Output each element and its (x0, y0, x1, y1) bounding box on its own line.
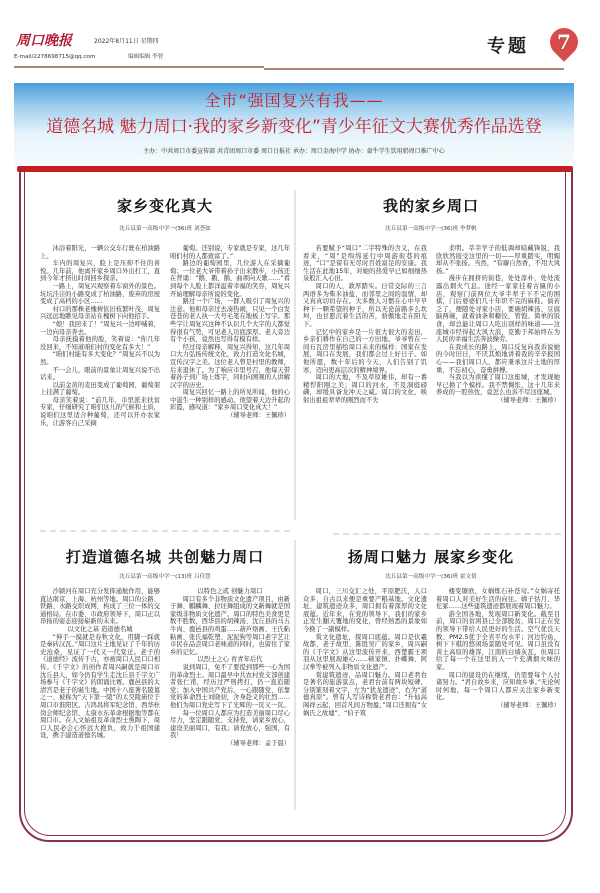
article-column-2 (170, 588, 290, 747)
section-label: 专题 (487, 36, 529, 57)
masthead-rule-right (264, 68, 564, 70)
article-subheading: 以特色之贰 创魅力周口 (197, 588, 263, 595)
article-column-1 (303, 588, 427, 717)
tutor-credit: （辅导老师：王佩珍） (497, 701, 560, 709)
banner-headline-line2: 道德名城 魅力周口·我的家乡新变化”青少年征文大赛优秀作品选登 (46, 117, 542, 137)
article-paragraph: 路边的葡萄园里，几位游人在采摘葡萄；一位老大爷带着孙子出来散步，小孩还在背诵：“鹅、鹅、鹅，曲项向天歌……”看到每个人脸上都洋溢着幸福的笑容，周复兴开始理解母亲所说的变化。 (170, 260, 290, 298)
article-column-1 (40, 588, 160, 740)
banner-headline-line1: 全市“强国复兴有我—— (204, 91, 384, 110)
tutor-credit: （辅导老师：孟于晨） (227, 739, 290, 747)
article-title: 家乡变化真大 (116, 197, 213, 215)
article-paragraph: 以前金黄的麦田变成了葡萄园，葡萄架上挂满了葡萄。 (40, 381, 160, 397)
article-paragraph: 路过一个广场，一群人吸引了周复兴的注意。他和母亲过去凑热闹，只见一个白发苍苍的老人执一大号毛笔在地板上写字。那些字让周复兴这种不认识几个大字的人都觉得很有气势，可见老人功底深厚。老人旁边有个小孩，竟然也写得有模有样。 (170, 298, 290, 344)
article-paragraph: “娘！我回来了！”周复兴一边呼喊着，一边向母亲奔去。 (40, 320, 160, 336)
page-number: 7 (557, 30, 571, 54)
article-column-1 (40, 245, 160, 427)
article-paragraph: 一路上，周复兴观察着车窗外的景色。坑坑洼洼的小路变成了柏油路，废弃的房屋变成了高档的小区…… (40, 282, 160, 306)
article-paragraph: 周复兴回忆一路上的所见所闻，他的心中滋生一种别样的感动。他望着天边升起的彩霞，感叹道：“家乡周口变化真大！” (170, 389, 290, 412)
article-paragraph: 葡萄。还别说，专家就是专家，这几年咱们村的人都致富了。” (170, 245, 290, 260)
article-paragraph: 沙颍河在周口充分发挥通航作用，能够直达南京、上海、杭州等地。周口的公路、铁路、水路交织成网，构成了三位一体的交通格局。在市委、市政府领导下，周口正以昂扬的姿态迎接崭新的未来。 (40, 588, 160, 626)
article-paragraph: “咱们村能有多大变化？”周复兴不以为然。 (40, 351, 160, 366)
article-paragraph: 母亲抚摸着他的脸，笑着说：“你几年没回来，不知道咱们村的变化有多大！” (40, 336, 160, 351)
article-title: 扬周口魅力 展家乡变化 (347, 548, 515, 566)
article-column-2 (436, 245, 560, 404)
article-paragraph: 不一会儿，眼前的景象让周复兴说不出话来。 (40, 366, 160, 382)
contact-email: E-mail/2278698715@qq.com (14, 54, 96, 60)
article-byline: 沈丘县第一高级中学一(36)班 李梦帆 (385, 226, 477, 232)
article-paragraph: “伸手一摸就是春秋文化，用脚一踩就是秦砖汉瓦。”周口这片土地见证了千年的历史沧桑，见证了一代又一代变迁。老子的《道德经》流传千古，亦被周口人民口口相传。《千字文》的创作者周兴嗣就是周口市沈丘县人，如今仍有学生走沈丘县千字文广场参与《千字文》的朗诵比赛。鹿邑县的太清宫是老子的诞生地。中国十八座著名陵墓之一、被称为“天下第一陵”的太昊陵庙位于周口市淮阳区。吉鸿昌将军纪念馆、西华杜岗会师纪念馆、太康水东革命根据地等都在周口市。在人文始祖及革命烈士熏陶下，周口人民必会心怀远大抱负，致力于祖国建设，携手建造道德名城。 (40, 633, 160, 740)
article-paragraph: 若要赋予“周口”二字特殊的含义，在我看来，“周”是绵绵延行中周游街巷的痕迹，“口”是留有无尽时百姓富足的安康。我生活在此地15年，对她的热爱早已如细细热泉般汇入心田。 (303, 245, 427, 283)
issue-date: 2022年8月11日 星期四 (94, 38, 159, 45)
tutor-credit: （辅导老师：王佩珍） (497, 396, 560, 404)
article-paragraph: 车内的周复兴，脸上是压抑不住的喜悦。几年前，他离开家乡周口外出打工，直到今年才挤出时间回乡探亲。 (40, 260, 160, 283)
article-paragraph: 经过母亲解释，周复兴得知，这几年周口大力弘扬传统文化，致力打造文化名城，宣传汉字之美。这位老人曾是村里的教师，后来退休了。为了响应市里号召，他每天带着孙子到广场上练字，同时向围观的人讲解汉字的历史。 (170, 343, 290, 389)
masthead (0, 0, 600, 70)
article-paragraph: 周口有多个非物质文化遗产项目，由新子舞、麒麟舞、拉坯舞组成的文新舞就是国家级非物质文化遗产。周口的特色美食更是数不胜数，西华县的胡辣汤、沈丘县的马五牛肉、鹿邑县的鸡蛋……葫芦烙画、王氏粘粘画、张氏福乾塑、泥泥狗等周口老字艺让市民在品尝周口老味道的同时，也留住了家乡的记忆。 (170, 595, 290, 656)
article-column-2 (436, 588, 560, 710)
article-paragraph: 漫步在拥挤的街巷，处处淳朴，处处流露出烟火气息。途经一家家挂着古匾的小店，观察门前两位大爷半辈子下不完的围棋，门后婆婆们几十年织不完的麻鞋。倘若乏了，便随处寻家小店，要碗胡辣汤、豆腐脑两碗，就着油条和糖饺，管饱。简单的饭食，却总能让周口人吃出别样的味道——这座城市经得起大风大浪，克勤于邦始终在为人民的幸福生活奔波操劳。 (436, 275, 560, 344)
article-paragraph: 周口，三川交汇之处，平原肥沃，人口众多，自古以来便是重要产粮基地。文化遗址、建筑遗迹众多，周口拥有着深厚的文化底蕴。近年来，在党的领导下，我们的家乡正发生翻天覆地的变化，曾经熟悉的景象如今换了一副模样。 (303, 588, 427, 633)
article-byline: 沈丘县第一高级中学一(13)班 吕佳慧 (119, 574, 211, 580)
article-byline: 沈丘县第一高级中学一(36)班 霍文倩 (385, 574, 477, 580)
newspaper-logo: 周口晚报 (16, 33, 72, 49)
article-title: 打造道德名城 共创魅力周口 (65, 548, 265, 566)
column-divider-top (294, 190, 296, 520)
contest-banner (14, 83, 574, 167)
article-paragraph: 村口的那株老槐树依旧枝繁叶茂，周复兴远远地瞧见母亲站在槐树下向他招手。 (40, 305, 160, 321)
article-paragraph: 每一位周口人都应为打造美丽周口尽心尽力，坚定跟随党、支持党，请家乡放心，建设美丽周口，有我；请党放心，强国，有我！ (170, 709, 290, 740)
article-paragraph: 游全国各地，发现周口新变化。截至目前，周口的贫困县已全部脱贫，周口正在党的领导下带给人民更好的生活。空气优良天数、PM2.5优于全省平均水平；河边钓鱼，树下下棋的悠闲场景随处可见。周口虽没有黄土高原的雄浑，江南的白墙灰瓦，但周口给了每一个在这里的人一个充满烟火味的家。 (436, 610, 560, 671)
column-divider-bottom (294, 540, 296, 810)
tutor-credit: （辅导老师：王佩珍） (227, 412, 290, 420)
article-column-1 (303, 245, 427, 404)
article-paragraph: 周口的大地，不及草原雄伟，却有一番精悍阳刚之美；周口的河水，不及洞庭磅礴，却缓具备龙冲天之威。周口的文化，映射出祖祖辈辈的刚烈而不失 (303, 374, 427, 404)
article-paragraph: 周口的人，敦厚踏实。日常交际的三言两语多为柴米油盐，而邻里之间的温情，却又真真切切存在。大多数人习惯在心中早早种下一颗希望的种子，所以无论前路多么坎坷，也甘愿沉着生活的苦，骄傲地走在阳光下。 (303, 282, 427, 328)
masthead-rule (14, 66, 264, 68)
article-paragraph: 赏建筑遗迹，品周口魅力。周口老君台是著名的旅游景点，老君台前有两块短碑，分别篆刻着文字，左为“犹龙遗迹”，右为“道德真原”。曾有人写诗称赞老君台：“升仙高阁祥云起，回首凡间万物盈。”周口还拥有“女娲氏之故墟”、“伯子筑 (303, 671, 427, 717)
article-paragraph: 记忆中的家乡是一片很大很大的麦田，乡亲们耕作在自己的一方田地。爷爷曾在一间石瓦房里描绘周口未来的模样：国家在发展，周口在发展，我们都会过上好日子。如他所愿，数十年后的今天，人们告别了饥寒，迈向更高层次的精神境界。 (303, 328, 427, 374)
article-subheading: 以烈士之心 育青年后代 (197, 656, 263, 664)
editor-credit: 编辑编辑 李智 (128, 54, 164, 60)
article-paragraph: 周口的建设仍在继续，仍需要每个人付诸努力。“君自故乡来，应知故乡事。”无论何时何地，每一个周口人都应关注家乡新变化。 (436, 671, 560, 702)
section-separator-right (333, 533, 561, 536)
article-paragraph: 沐浴着阳光，一辆公交车行驶在柏油路上。 (40, 245, 160, 260)
article-paragraph: 说到周口，免不了要提到那些一心为国的革命烈士。周口最早中共农村党支部创建者张仁甫，经历过严刑拷打，仍一直追随党；加入中国共产党后，一心跟随党、依靠党的革命烈士刘晓初，舍身赴义的壮烈……他们为周口党史写下了光辉的一页又一页。 (170, 663, 290, 709)
article-byline: 沈丘县第一高级中学一(36)班 刘荟如 (119, 226, 211, 232)
article-paragraph: 母亲笑着说：“前几年，市里派来扶贫专家，仔细研究了咱们这儿的气候和土质，说咱们这里适合种葡萄，还可以开办农家乐，让游客自己采摘 (40, 396, 160, 427)
article-paragraph: 楼变镣欧，女娲炼石补苍穹。”女娲寄托着周口人对美好生活的向往。嫦子怙月、华佗冢……这些建筑遗迹都展现着周口魅力。 (436, 588, 560, 611)
article-column-2 (170, 245, 290, 420)
article-paragraph: 当我以为读懂了周口这座城，才发现她早已换了个模样。我不禁惆怅，这十几年来养成的一腔热忱，竟怎么也诉不尽这座城。 (436, 374, 560, 397)
article-paragraph: 在我成长的路上，周口反复向我诉说她的今时旧日，不厌其烦地讲着我的辛辛报国心——我们周口人，都应秉承这片土地的厚重，不忘初心，奋勇拼搏。 (436, 343, 560, 374)
article-paragraph: 赏文化遗址，探周口底蕴。周口是伏羲故都、老子故里、陈胜吴广的家乡，周兴嗣的《千字文》从这里流传开来，西楚霸王项羽从这里展现雄心……顿家镇、扑蝶舞、阿汉拳等被列入非物质文化遗产。 (303, 633, 427, 671)
article-subheading: 以文化之基 造道德名城 (67, 625, 133, 633)
section-separator-left (40, 530, 290, 533)
article-title: 我的家乡周口 (382, 197, 479, 215)
banner-organizers: 主办：中共周口市委宣传部 共青团周口市委 周口日报社 承办：周口金海中学 协办：豪牛学生饮用奶周口推广中心 (143, 148, 445, 155)
article-paragraph: 柔明。莘莘学子的低调却暗藏锋锐，我欣欣然接受这里的一切——厚重踏实，明媚却从不张扬。当然，“有麝自然香，不用大风扬。” (436, 245, 560, 275)
